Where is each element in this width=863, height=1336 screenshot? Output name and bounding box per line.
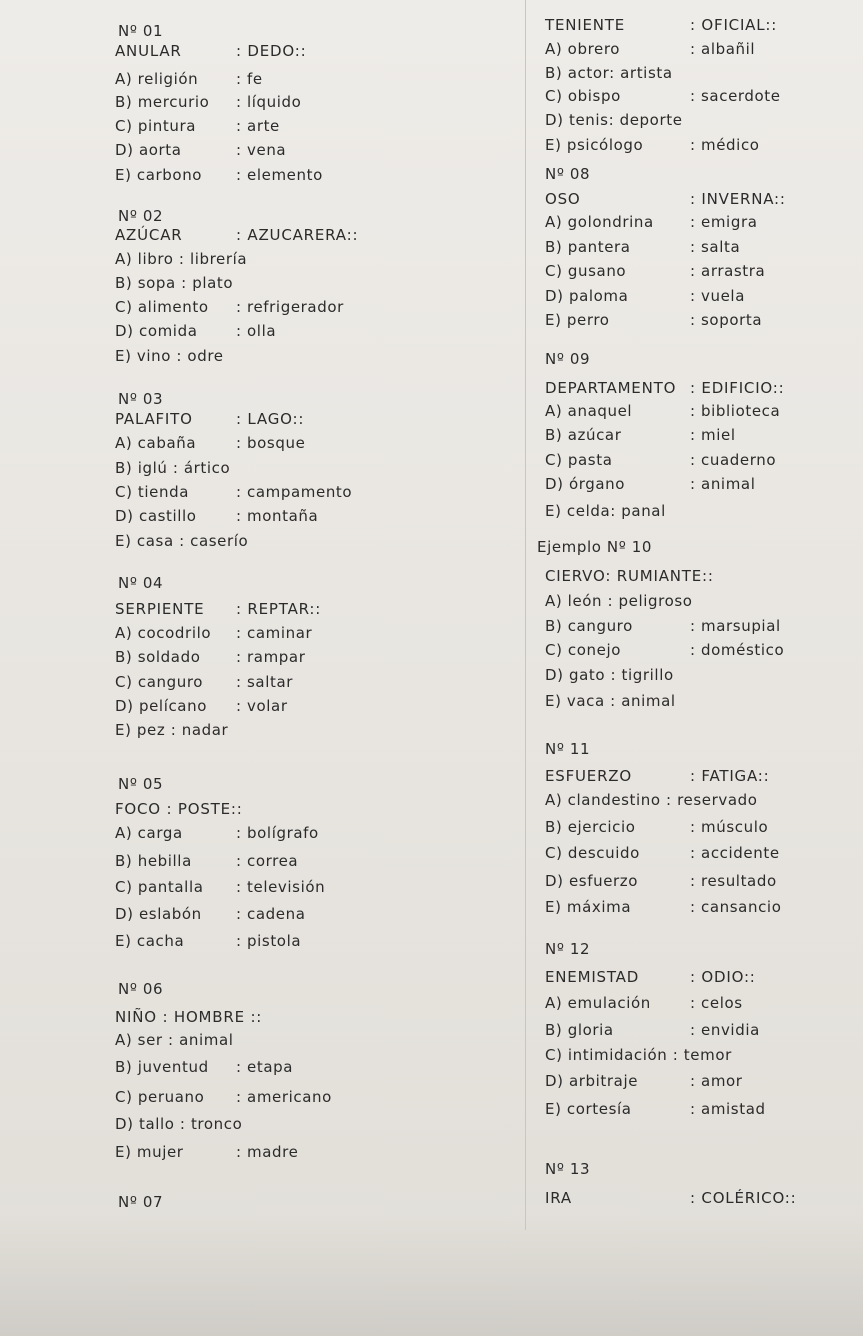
- option-term-a: B) mercurio: [115, 93, 210, 111]
- option-term-b: : biblioteca: [690, 402, 781, 420]
- option-term-a: B) actor: artista: [545, 64, 673, 82]
- option-term-a: C) tienda: [115, 483, 189, 501]
- option-term-b: : líquido: [236, 93, 302, 111]
- analogy-premise-a: ESFUERZO: [545, 767, 632, 785]
- option-term-a: D) aorta: [115, 141, 182, 159]
- option-term-a: B) sopa : plato: [115, 274, 234, 292]
- option-term-b: : resultado: [690, 872, 777, 890]
- analogy-premise-a: TENIENTE: [545, 16, 626, 34]
- option-term-b: : elemento: [236, 166, 323, 184]
- option-term-a: A) anaquel: [545, 402, 633, 420]
- option-term-a: E) máxima: [545, 898, 632, 916]
- option-term-a: E) vaca : animal: [545, 692, 676, 710]
- analogy-premise-a: FOCO : POSTE::: [115, 800, 243, 818]
- analogy-premise-b: : DEDO::: [236, 42, 307, 60]
- option-term-a: D) pelícano: [115, 697, 207, 715]
- option-term-a: C) conejo: [545, 641, 621, 659]
- option-term-b: : miel: [690, 426, 736, 444]
- option-term-b: : fe: [236, 70, 263, 88]
- option-term-b: : refrigerador: [236, 298, 344, 316]
- option-term-a: A) golondrina: [545, 213, 654, 231]
- option-term-a: C) obispo: [545, 87, 621, 105]
- column-divider: [525, 0, 526, 1230]
- option-term-a: B) hebilla: [115, 852, 192, 870]
- option-term-b: : televisión: [236, 878, 326, 896]
- option-term-b: : saltar: [236, 673, 294, 691]
- option-term-a: B) gloria: [545, 1021, 614, 1039]
- option-term-b: : envidia: [690, 1021, 760, 1039]
- analogy-premise-b: : LAGO::: [236, 410, 305, 428]
- option-term-a: C) gusano: [545, 262, 627, 280]
- option-term-a: E) casa : caserío: [115, 532, 249, 550]
- option-term-a: B) ejercicio: [545, 818, 636, 836]
- option-term-a: B) pantera: [545, 238, 631, 256]
- analogy-premise-a: IRA: [545, 1189, 572, 1207]
- option-term-a: E) perro: [545, 311, 610, 329]
- option-term-a: A) emulación: [545, 994, 651, 1012]
- item-number: Nº 12: [545, 940, 591, 958]
- option-term-b: : accidente: [690, 844, 780, 862]
- option-term-b: : vuela: [690, 287, 745, 305]
- item-number: Nº 11: [545, 740, 591, 758]
- option-term-b: : etapa: [236, 1058, 294, 1076]
- option-term-b: : músculo: [690, 818, 769, 836]
- option-term-a: A) carga: [115, 824, 183, 842]
- option-term-a: E) celda: panal: [545, 502, 666, 520]
- option-term-a: A) cocodrilo: [115, 624, 212, 642]
- item-number: Nº 13: [545, 1160, 591, 1178]
- item-number: Nº 03: [118, 390, 164, 408]
- option-term-a: D) arbitraje: [545, 1072, 639, 1090]
- option-term-b: : médico: [690, 136, 760, 154]
- option-term-a: B) soldado: [115, 648, 201, 666]
- option-term-a: A) ser : animal: [115, 1031, 234, 1049]
- option-term-a: C) peruano: [115, 1088, 205, 1106]
- option-term-b: : vena: [236, 141, 287, 159]
- analogy-premise-a: ENEMISTAD: [545, 968, 640, 986]
- option-term-a: E) cortesía: [545, 1100, 632, 1118]
- analogy-premise-a: PALAFITO: [115, 410, 193, 428]
- option-term-b: : pistola: [236, 932, 302, 950]
- analogy-premise-a: OSO: [545, 190, 581, 208]
- analogy-premise-b: : INVERNA::: [690, 190, 786, 208]
- option-term-a: A) libro : librería: [115, 250, 248, 268]
- option-term-a: D) comida: [115, 322, 198, 340]
- option-term-a: D) órgano: [545, 475, 626, 493]
- option-term-a: A) cabaña: [115, 434, 197, 452]
- option-term-b: : albañil: [690, 40, 756, 58]
- option-term-b: : arte: [236, 117, 280, 135]
- option-term-a: C) canguro: [115, 673, 204, 691]
- option-term-b: : soporta: [690, 311, 763, 329]
- option-term-b: : sacerdote: [690, 87, 781, 105]
- analogy-premise-a: AZÚCAR: [115, 226, 183, 244]
- item-number: Nº 09: [545, 350, 591, 368]
- option-term-b: : doméstico: [690, 641, 785, 659]
- analogy-premise-b: : COLÉRICO::: [690, 1189, 797, 1207]
- option-term-a: A) león : peligroso: [545, 592, 693, 610]
- option-term-a: E) vino : odre: [115, 347, 224, 365]
- option-term-a: D) gato : tigrillo: [545, 666, 674, 684]
- option-term-a: D) tallo : tronco: [115, 1115, 243, 1133]
- analogy-premise-b: : OFICIAL::: [690, 16, 778, 34]
- option-term-a: E) carbono: [115, 166, 203, 184]
- option-term-b: : arrastra: [690, 262, 766, 280]
- option-term-a: B) juventud: [115, 1058, 209, 1076]
- analogy-premise-b: : FATIGA::: [690, 767, 770, 785]
- item-number: Nº 08: [545, 165, 591, 183]
- option-term-b: : cansancio: [690, 898, 782, 916]
- option-term-b: : caminar: [236, 624, 313, 642]
- item-number: Nº 01: [118, 22, 164, 40]
- option-term-a: D) esfuerzo: [545, 872, 639, 890]
- option-term-b: : correa: [236, 852, 299, 870]
- item-number: Nº 07: [118, 1193, 164, 1211]
- option-term-b: : emigra: [690, 213, 758, 231]
- option-term-a: D) castillo: [115, 507, 197, 525]
- analogy-premise-b: : ODIO::: [690, 968, 756, 986]
- option-term-b: : montaña: [236, 507, 319, 525]
- analogy-premise-b: : REPTAR::: [236, 600, 322, 618]
- option-term-a: C) pantalla: [115, 878, 204, 896]
- option-term-b: : amistad: [690, 1100, 766, 1118]
- analogy-premise-a: CIERVO: RUMIANTE::: [545, 567, 714, 585]
- page-shadow: [0, 1216, 863, 1336]
- option-term-a: D) eslabón: [115, 905, 202, 923]
- option-term-a: A) obrero: [545, 40, 621, 58]
- option-term-a: D) tenis: deporte: [545, 111, 683, 129]
- option-term-b: : volar: [236, 697, 288, 715]
- option-term-b: : celos: [690, 994, 743, 1012]
- option-term-b: : marsupial: [690, 617, 781, 635]
- analogy-premise-b: : AZUCARERA::: [236, 226, 359, 244]
- analogy-premise-a: ANULAR: [115, 42, 182, 60]
- item-number: Nº 04: [118, 574, 164, 592]
- option-term-a: B) canguro: [545, 617, 633, 635]
- option-term-b: : bolígrafo: [236, 824, 319, 842]
- option-term-a: E) pez : nadar: [115, 721, 229, 739]
- item-number: Nº 02: [118, 207, 164, 225]
- item-number: Nº 05: [118, 775, 164, 793]
- option-term-b: : animal: [690, 475, 756, 493]
- option-term-b: : rampar: [236, 648, 306, 666]
- option-term-a: B) iglú : ártico: [115, 459, 231, 477]
- option-term-a: E) mujer: [115, 1143, 184, 1161]
- analogy-premise-a: SERPIENTE: [115, 600, 205, 618]
- option-term-b: : cuaderno: [690, 451, 777, 469]
- option-term-b: : campamento: [236, 483, 353, 501]
- option-term-b: : madre: [236, 1143, 299, 1161]
- option-term-a: E) cacha: [115, 932, 185, 950]
- option-term-a: C) pintura: [115, 117, 197, 135]
- option-term-a: A) religión: [115, 70, 199, 88]
- analogy-premise-a: DEPARTAMENTO: [545, 379, 677, 397]
- option-term-b: : salta: [690, 238, 741, 256]
- item-number: Ejemplo Nº 10: [537, 538, 653, 556]
- option-term-a: C) descuido: [545, 844, 640, 862]
- option-term-a: C) alimento: [115, 298, 209, 316]
- option-term-a: B) azúcar: [545, 426, 622, 444]
- option-term-b: : amor: [690, 1072, 743, 1090]
- option-term-b: : cadena: [236, 905, 306, 923]
- option-term-a: E) psicólogo: [545, 136, 644, 154]
- analogy-premise-a: NIÑO : HOMBRE ::: [115, 1008, 263, 1026]
- option-term-a: D) paloma: [545, 287, 629, 305]
- option-term-a: C) pasta: [545, 451, 613, 469]
- option-term-b: : bosque: [236, 434, 306, 452]
- option-term-a: A) clandestino : reservado: [545, 791, 758, 809]
- option-term-b: : olla: [236, 322, 277, 340]
- option-term-b: : americano: [236, 1088, 332, 1106]
- item-number: Nº 06: [118, 980, 164, 998]
- analogy-premise-b: : EDIFICIO::: [690, 379, 785, 397]
- option-term-a: C) intimidación : temor: [545, 1046, 732, 1064]
